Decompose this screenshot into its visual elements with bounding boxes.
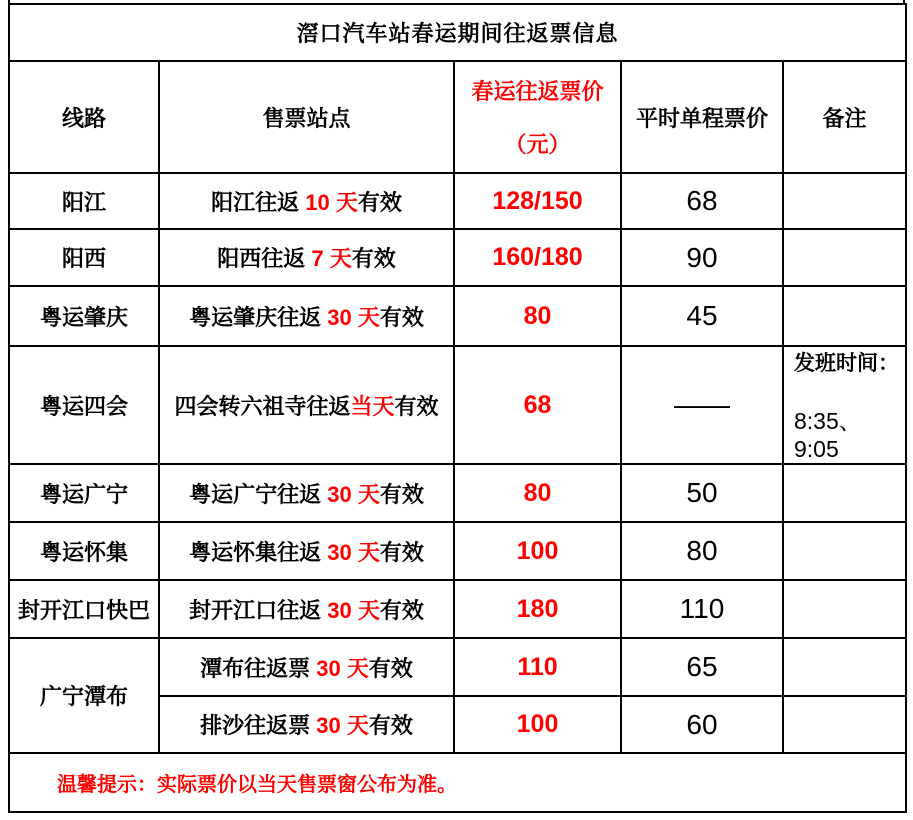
validity-highlight: 30 天 [327,539,380,565]
header-spring-price [454,61,621,173]
station-cell [159,696,454,753]
validity-highlight: 30 天 [327,481,380,507]
route-cell: 封开江口快巴 [9,580,159,638]
station-text: 阳西往返 [217,246,312,271]
station-text: 有效 [394,393,439,419]
departure-time-value: 8:35、9:05 [794,408,862,462]
normal-price-cell: 45 [621,286,783,346]
table-row [9,464,906,522]
remark-cell [783,522,906,580]
route-cell: 粤运四会 [9,346,159,464]
title-row [9,4,906,61]
station-cell [159,286,454,346]
notice-row [9,753,906,812]
station-text: 有效 [357,189,402,215]
station-text: 有效 [379,481,424,507]
station-text: 潭布往返票 [200,655,317,681]
remark-cell [783,229,906,286]
table-title: 滘口汽车站春运期间往返票信息 [9,4,906,61]
header-spring-price-line1: 春运往返票价 [471,79,604,104]
station-text: 阳江往返 [211,189,306,215]
header-station: 售票站点 [159,61,454,173]
header-spring-price-line2: （元） [504,132,571,157]
remark-cell [783,696,906,753]
remark-cell [783,580,906,638]
header-route: 线路 [9,61,159,173]
spring-price-cell: 180 [454,580,621,638]
route-cell: 粤运肇庆 [9,286,159,346]
station-cell [159,173,454,229]
table-row [9,346,906,464]
normal-price-cell: —— [621,346,783,464]
table-row [9,638,906,696]
station-text: 有效 [379,597,424,623]
station-text: 有效 [351,246,396,271]
notice-text: 温馨提示：实际票价以当天售票窗公布为准。 [9,753,906,812]
station-text: 有效 [368,655,413,681]
spring-price-cell: 160/180 [454,229,621,286]
table-row [9,286,906,346]
station-text: 四会转六祖寺往返 [174,393,351,419]
table-row [9,580,906,638]
header-row [9,61,906,173]
station-cell [159,580,454,638]
validity-highlight: 30 天 [327,304,380,330]
departure-time-label: 发班时间： [794,352,899,375]
station-cell [159,638,454,696]
remark-cell [783,346,906,464]
remark-cell [783,638,906,696]
station-text: 粤运肇庆往返 [189,304,328,330]
normal-price-cell: 60 [621,696,783,753]
spring-price-cell: 128/150 [454,173,621,229]
spring-price-cell: 110 [454,638,621,696]
normal-price-cell: 110 [621,580,783,638]
header-remark: 备注 [783,61,906,173]
station-text: 有效 [379,304,424,330]
normal-price-cell: 80 [621,522,783,580]
route-cell: 粤运怀集 [9,522,159,580]
table-row [9,173,906,229]
station-cell [159,346,454,464]
route-cell: 粤运广宁 [9,464,159,522]
station-text: 有效 [368,713,413,738]
table-body [9,173,906,753]
station-text: 封开江口往返 [189,597,328,623]
normal-price-cell: 68 [621,173,783,229]
fare-table [8,3,907,813]
remark-cell [783,173,906,229]
station-text: 粤运怀集往返 [189,539,328,565]
remark-cell [783,464,906,522]
station-cell [159,522,454,580]
route-cell: 阳西 [9,229,159,286]
header-normal-price: 平时单程票价 [621,61,783,173]
station-text: 有效 [379,539,424,565]
validity-highlight: 10 天 [305,189,358,215]
validity-highlight: 30 天 [327,597,380,623]
spring-price-cell: 80 [454,286,621,346]
table-row [9,229,906,286]
validity-highlight: 7 天 [311,246,352,271]
validity-highlight: 当天 [350,393,395,419]
normal-price-cell: 90 [621,229,783,286]
spring-price-cell: 80 [454,464,621,522]
normal-price-cell: 50 [621,464,783,522]
station-text: 粤运广宁往返 [189,481,328,507]
spring-price-cell: 100 [454,696,621,753]
validity-highlight: 30 天 [316,655,369,681]
station-text: 排沙往返票 [200,713,317,738]
remark-cell [783,286,906,346]
spring-price-cell: 100 [454,522,621,580]
station-cell [159,464,454,522]
validity-highlight: 30 天 [316,713,369,738]
normal-price-cell: 65 [621,638,783,696]
route-cell: 广宁潭布 [9,638,159,753]
station-cell [159,229,454,286]
route-cell: 阳江 [9,173,159,229]
spring-price-cell: 68 [454,346,621,464]
table-row [9,522,906,580]
